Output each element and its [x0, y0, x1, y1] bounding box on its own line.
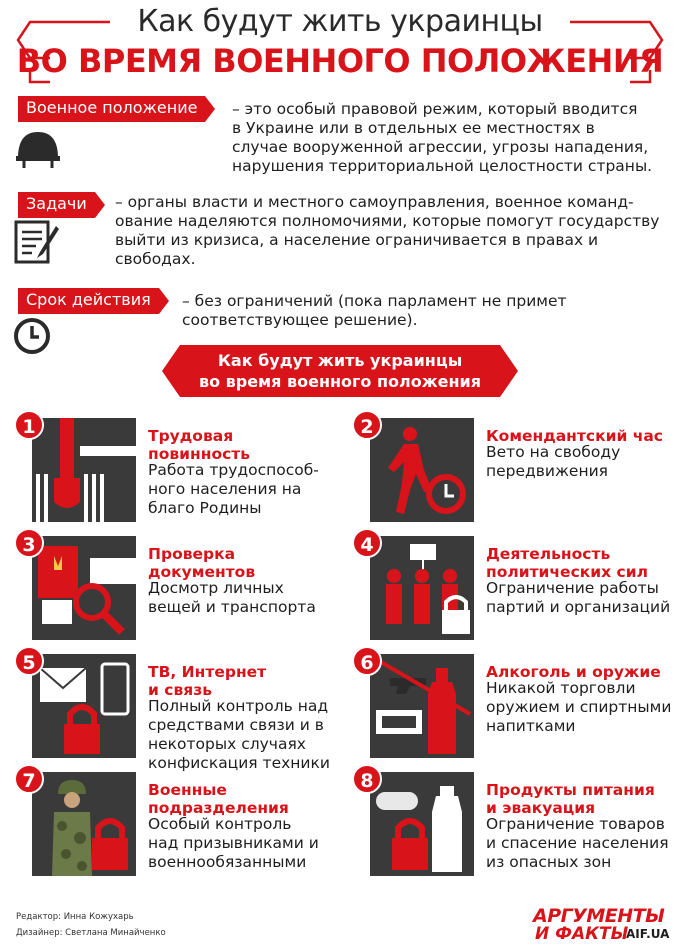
item-title-line: и связь — [148, 681, 213, 699]
item-number: 6 — [352, 646, 382, 676]
definition-line: – это особый правовой режим, который вводится — [232, 100, 638, 118]
item-description-line: Работа трудоспособ- — [148, 461, 319, 479]
definition-line: – органы власти и местного самоуправления, военное команд- — [115, 193, 634, 211]
item-description-line: передвижения — [486, 462, 609, 480]
soldier-lock-icon — [32, 772, 136, 876]
item-title-line: документов — [148, 563, 256, 581]
item-description — [486, 815, 680, 872]
title-line1: Как будут жить украинцы — [137, 4, 543, 39]
logo-line1: АРГУМЕНТЫ — [533, 905, 665, 927]
item-number: 3 — [14, 528, 44, 558]
item-description — [148, 461, 348, 518]
item-description — [486, 443, 680, 481]
item-title-line: Деятельность — [486, 545, 611, 563]
definition-text-tasks — [115, 193, 675, 269]
document-pen-icon — [12, 218, 62, 264]
definition-label-martial-law: Военное положение — [18, 96, 205, 122]
item-description-line: Особый контроль — [148, 815, 292, 833]
bottle-gun-lock-icon — [370, 654, 474, 758]
item-description — [148, 697, 348, 773]
item-description — [486, 579, 680, 617]
item-title-line: повинность — [148, 445, 251, 463]
item-document-check — [14, 528, 334, 640]
item-description-line: и спасение населения — [486, 834, 669, 852]
definition-text-martial-law — [232, 100, 672, 176]
item-number: 5 — [14, 646, 44, 676]
item-title-line: Трудовая — [148, 427, 234, 445]
item-title-line: Проверка — [148, 545, 236, 563]
item-description-line: военнообязанными — [148, 853, 307, 871]
item-description-line: средствами связи и в — [148, 716, 324, 734]
item-alcohol-weapons — [352, 646, 672, 758]
item-curfew — [352, 410, 672, 522]
definition-line: нарушения территориальной целостности страны. — [232, 157, 653, 175]
shovel-icon — [32, 418, 136, 522]
item-title-line: политических сил — [486, 563, 648, 581]
definition-label-tasks: Задачи — [18, 192, 95, 218]
logo-line2: И ФАКТЫ — [535, 924, 629, 944]
item-description-line: благо Родины — [148, 499, 262, 517]
clock-icon — [12, 316, 52, 356]
section-header-line2: во время военного положения — [198, 372, 482, 391]
definition-line: в Украине или в отдельных ее местностях в — [232, 119, 595, 137]
item-title-line: и эвакуация — [486, 799, 596, 817]
section-header — [180, 345, 500, 397]
item-title — [148, 427, 348, 463]
item-description-line: Полный контроль над — [148, 697, 329, 715]
item-description-line: из опасных зон — [486, 853, 612, 871]
item-political-activity — [352, 528, 672, 640]
phone-lock-icon — [32, 654, 136, 758]
item-number: 1 — [14, 410, 44, 440]
item-description — [486, 679, 680, 736]
item-number: 8 — [352, 764, 382, 794]
item-title — [486, 545, 680, 581]
item-labor-duty — [14, 410, 334, 522]
item-title-line: Алкоголь и оружие — [486, 663, 661, 681]
item-description-line: Ограничение товаров — [486, 815, 665, 833]
definition-line: случае вооруженной агрессии, угрозы нападения, — [232, 138, 649, 156]
title-line2: ВО ВРЕМЯ ВОЕННОГО ПОЛОЖЕНИЯ — [16, 42, 664, 80]
item-number: 2 — [352, 410, 382, 440]
item-food-evacuation — [352, 764, 672, 876]
item-description-line: Досмотр личных — [148, 579, 284, 597]
definition-text-duration — [182, 292, 672, 330]
item-title — [486, 781, 680, 817]
item-description — [148, 579, 348, 617]
item-description-line: некоторых случаях — [148, 735, 306, 753]
logo-site: AIF.UA — [626, 927, 670, 941]
definition-line: выйти из кризиса, а население ограничивается в правах и — [115, 231, 599, 249]
item-description-line: Вето на свободу — [486, 443, 621, 461]
item-military-units — [14, 764, 334, 876]
item-title — [148, 781, 348, 817]
item-description-line: конфискация техники — [148, 754, 330, 772]
item-description — [148, 815, 348, 872]
title-block — [0, 0, 680, 86]
definition-line: ование наделяются полномочиями, которые помогут государству — [115, 212, 660, 230]
credit-designer: Дизайнер: Светлана Минайченко — [16, 928, 166, 938]
item-title — [148, 663, 348, 699]
item-number: 4 — [352, 528, 382, 558]
item-title-line: ТВ, Интернет — [148, 663, 267, 681]
section-header-line1: Как будут жить украинцы — [217, 351, 463, 370]
definition-label-duration: Срок действия — [18, 288, 159, 314]
item-title-line: Комендантский час — [486, 427, 663, 445]
item-title — [148, 545, 348, 581]
item-title-line: Продукты питания — [486, 781, 655, 799]
food-lock-icon — [370, 772, 474, 876]
credit-editor: Редактор: Инна Кожухарь — [16, 912, 134, 922]
item-description-line: Ограничение работы — [486, 579, 659, 597]
definition-line: – без ограничений (пока парламент не примет — [182, 292, 567, 310]
item-tv-internet — [14, 646, 334, 772]
definition-line: свободах. — [115, 250, 196, 268]
item-number: 7 — [14, 764, 44, 794]
item-description-line: вещей и транспорта — [148, 598, 316, 616]
item-title-line: подразделения — [148, 799, 289, 817]
passport-magnifier-icon — [32, 536, 136, 640]
item-description-line: напитками — [486, 717, 576, 735]
protest-lock-icon — [370, 536, 474, 640]
item-description-line: Никакой торговли — [486, 679, 636, 697]
item-description-line: над призывниками и — [148, 834, 319, 852]
walking-man-clock-icon — [370, 418, 474, 522]
item-title-line: Военные — [148, 781, 227, 799]
item-description-line: оружием и спиртными — [486, 698, 672, 716]
item-description-line: партий и организаций — [486, 598, 671, 616]
definition-line: соответствующее решение). — [182, 311, 418, 329]
helmet-icon — [14, 128, 62, 172]
item-description-line: ного населения на — [148, 480, 302, 498]
